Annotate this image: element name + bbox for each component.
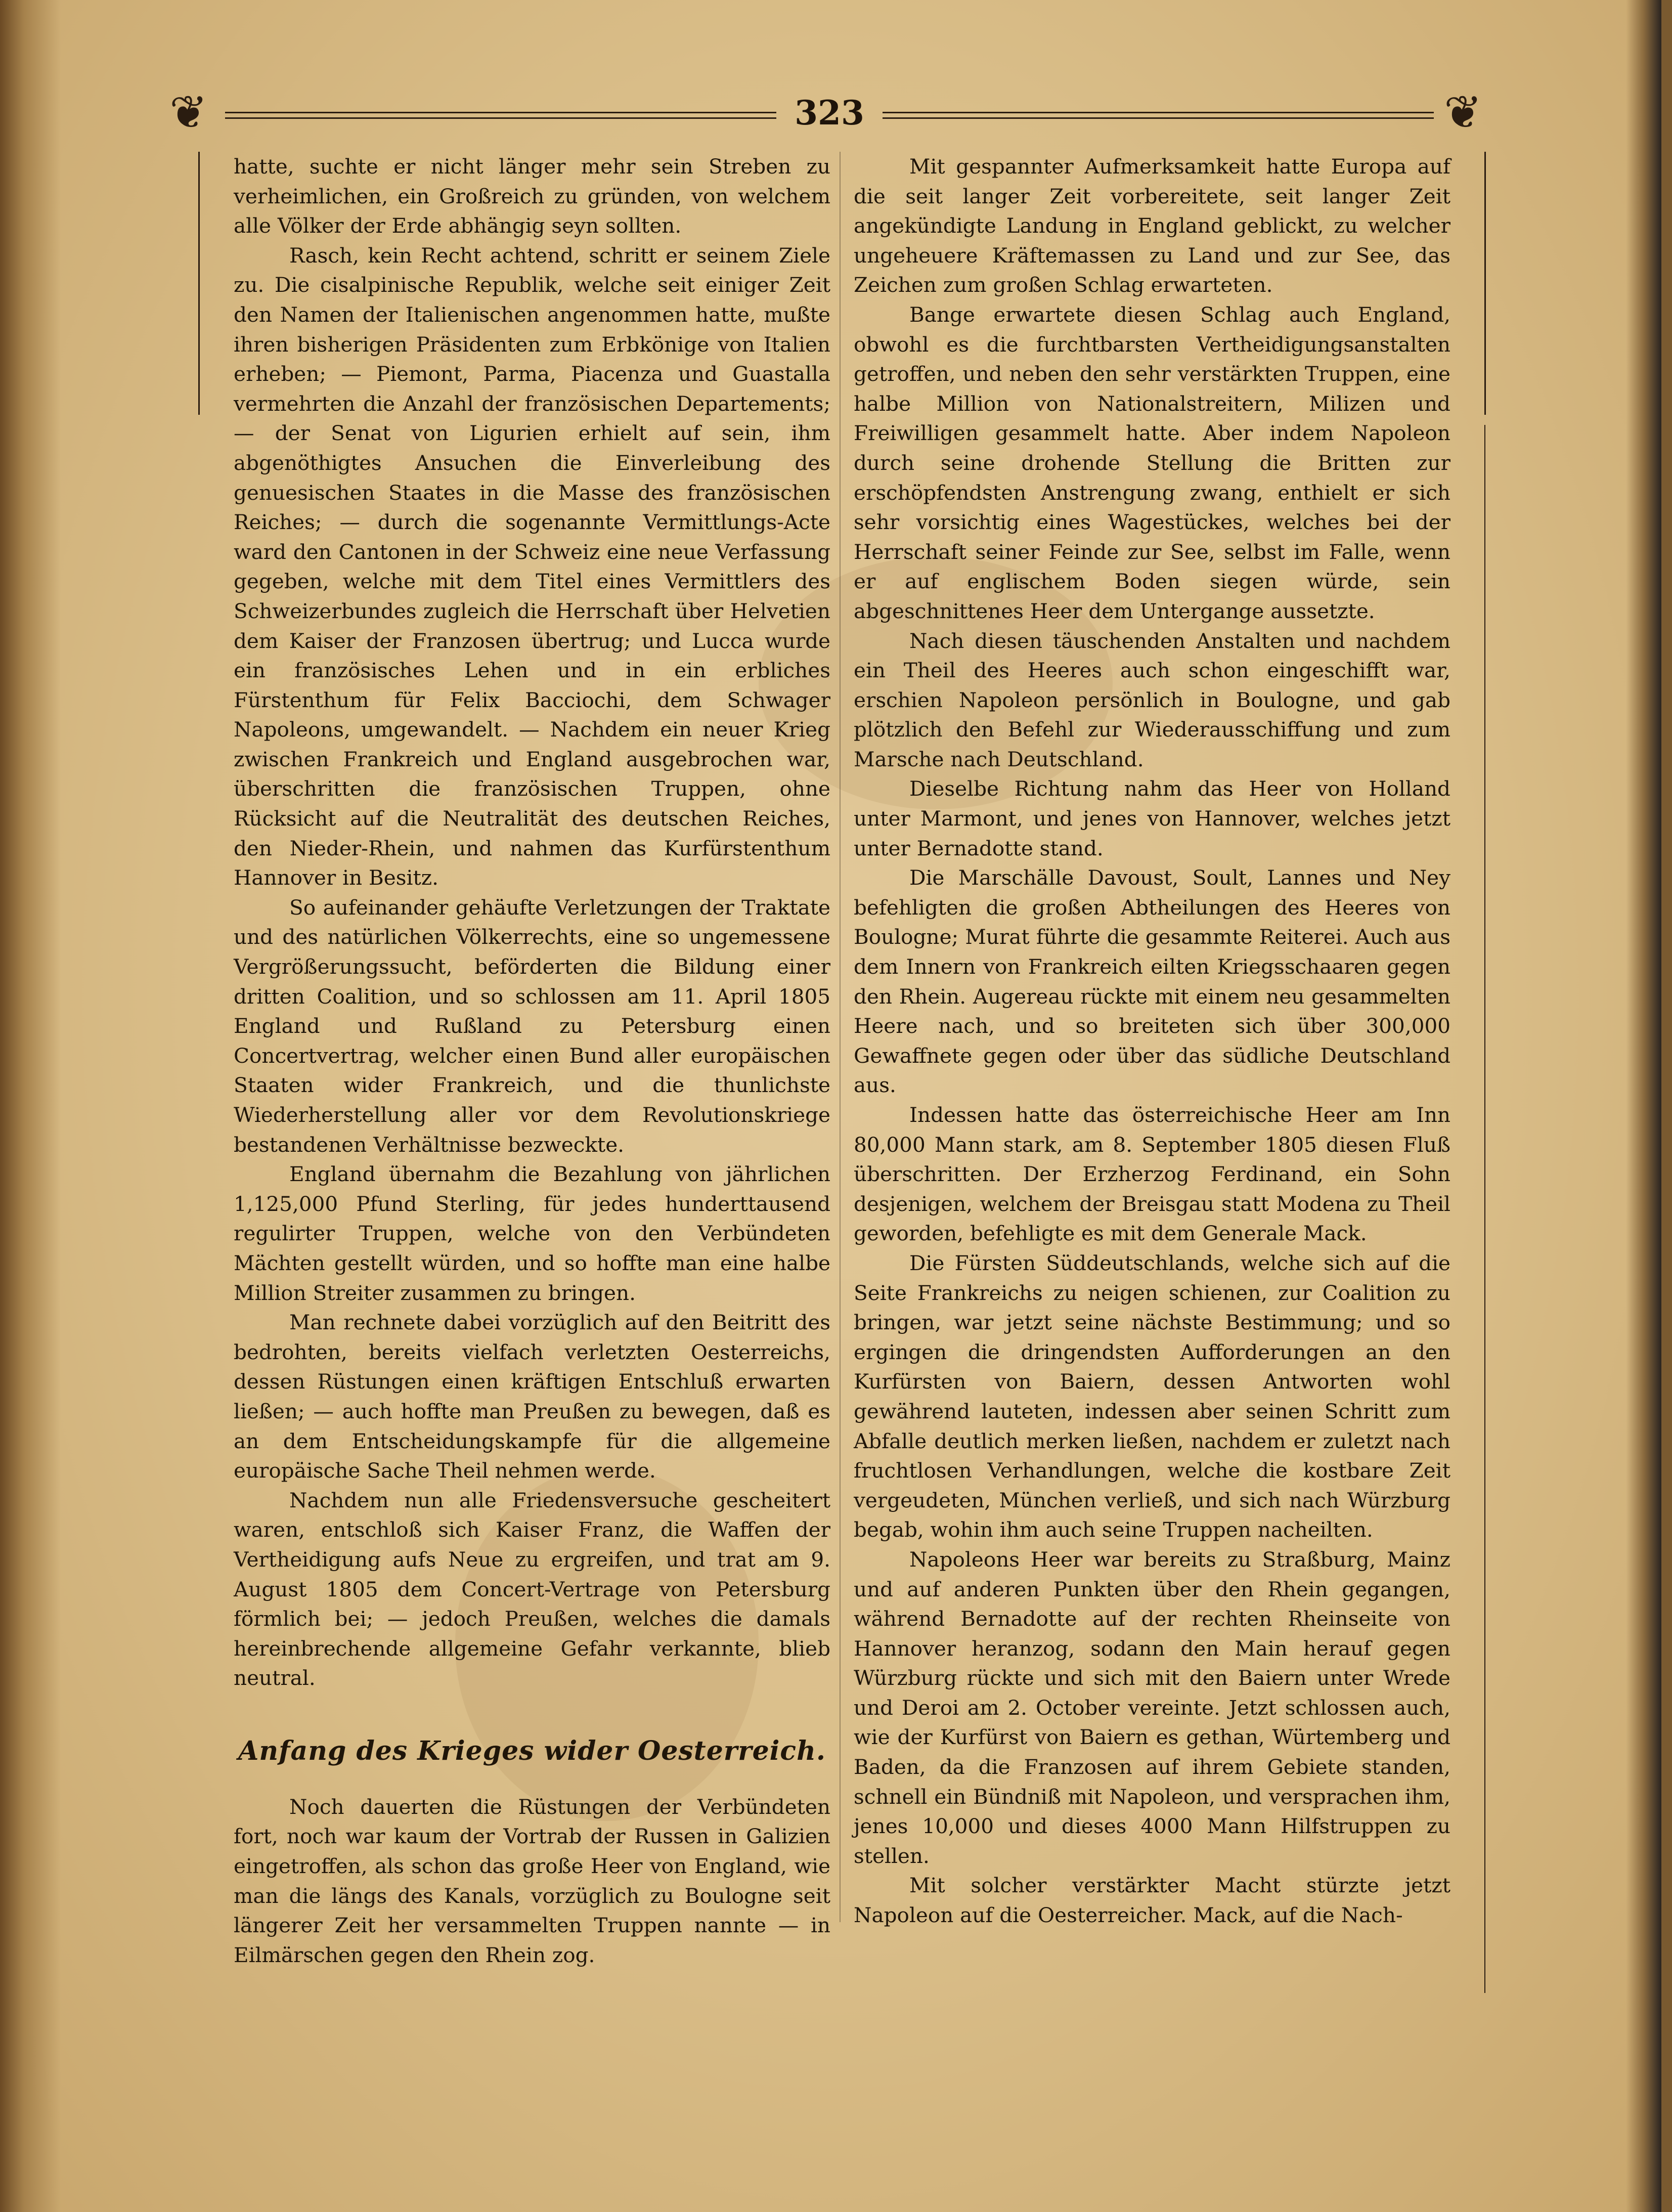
paragraph: Noch dauerten die Rüstungen der Verbündeten fort, noch war kaum der Vortrab der Russen in Galizien eingetroffen, als schon das große Heer von England, wie man die längs des Kanals, vorzüglich zu Boulogne seit längerer Zeit her versammelten Truppen nannte — in Eilmärschen gegen den Rhein zog. [234, 1794, 830, 1967]
paragraph: hatte, suchte er nicht länger mehr sein Streben zu verheimlichen, ein Großreich zu gründen, von welchem alle Völker der Erde abhängig seyn sollten. [234, 154, 830, 238]
paragraph: England übernahm die Bezahlung von jährlichen 1,125,000 Pfund Sterling, für jedes hunderttausend regulirter Truppen, welche von den Verbündeten Mächten gestellt würden, und so hoffte man eine halbe Million Streiter zusammen zu bringen. [234, 1162, 830, 1305]
paragraph: Rasch, kein Recht achtend, schritt er seinem Ziele zu. Die cisalpinische Republik, welche seit einiger Zeit den Namen der Italienischen angenommen hatte, mußte ihren bisherigen Präsidenten zum Erbkönige von Italien erheben; — Piemont, Parma, Piacenza und Guastalla vermehrten die Anzahl der französischen Departements; — der Senat von Ligurien erhielt auf sein, ihm abgenöthigtes Ansuchen die Einverleibung des genuesischen Staates in die Masse des französischen Reiches; — durch die sogenannte Vermittlungs-Acte ward den Cantonen in der Schweiz eine neue Verfassung gegeben, welche mit dem Titel eines Vermittlers des Schweizerbundes zugleich die Herrschaft über Helvetien dem Kaiser der Franzosen übertrug; und Lucca wurde ein französisches Lehen und in ein erbliches Fürstenthum für Felix Bacciochi, dem Schwager Napoleons, umgewandelt. — Nachdem ein neuer Krieg zwischen Frankreich und England ausgebrochen war, überschritten die französischen Truppen, ohne Rücksicht auf die Neutralität des deutschen Reiches, den Nieder-Rhein, und nahmen das Kurfürstenthum Hannover in Besitz. [234, 243, 830, 890]
section-title: Anfang des Krieges wider Oesterreich. [238, 1735, 826, 1766]
paragraph: Nach diesen täuschenden Anstalten und nachdem ein Theil des Heeres auch schon eingeschifft war, erschien Napoleon persönlich in Boulogne, und gab plötzlich den Befehl zur Wiederausschiffung und zum Marsche nach Deutschland. [854, 628, 1450, 771]
corner-flourish-icon: ❦ [169, 86, 208, 139]
paragraph: Mit solcher verstärkter Macht stürzte jetzt Napoleon auf die Oesterreicher. Mack, auf die Nach- [854, 1873, 1450, 1928]
paragraph: Man rechnete dabei vorzüglich auf den Beitritt des bedrohten, bereits vielfach verletzten Oesterreichs, dessen Rüstungen einen kräftigen Entschluß erwarten ließen; — auch hoffte man Preußen zu bewegen, daß es an dem Entscheidungskampfe für die allgemeine europäische Sache Theil nehmen werde. [234, 1310, 830, 1483]
right-column [854, 152, 1450, 1930]
header-rule-right [883, 112, 1434, 119]
paragraph: Nachdem nun alle Friedensversuche gescheitert waren, entschloß sich Kaiser Franz, die Waffen der Vertheidigung aufs Neue zu ergreifen, und trat am 9. August 1805 dem Concert-Vertrage von Petersburg förmlich bei; — jedoch Preußen, welches die damals hereinbrechende allgemeine Gefahr verkannte, blieb neutral. [234, 1488, 830, 1690]
page-edge-shadow [1626, 0, 1661, 2212]
right-border-rule [1484, 425, 1485, 1993]
right-border-ornament [1484, 152, 1486, 415]
left-column [234, 152, 830, 1970]
page-number: 323 [795, 93, 864, 133]
corner-flourish-icon: ❦ [1444, 86, 1482, 139]
paragraph: Die Marschälle Davoust, Soult, Lannes und Ney befehligten die großen Abtheilungen des Heeres von Boulogne; Murat führte die gesammte Reiterei. Auch aus dem Innern von Frankreich eilten Kriegsschaaren gegen den Rhein. Augereau rückte mit einem neu gesammelten Heere nach, und so breiteten sich über 300,000 Gewaffnete gegen oder über das südliche Deutschland aus. [854, 865, 1450, 1098]
paragraph: Dieselbe Richtung nahm das Heer von Holland unter Marmont, und jenes von Hannover, welches jetzt unter Bernadotte stand. [854, 776, 1450, 860]
header-rule-left [225, 112, 776, 119]
paragraph: Bange erwartete diesen Schlag auch England, obwohl es die furchtbarsten Vertheidigungsanstalten getroffen, und neben den sehr verstärkten Truppen, eine halbe Million von Nationalstreitern, Milizen und Freiwilligen gesammelt hatte. Aber indem Napoleon durch seine drohende Stellung die Britten zur erschöpfendsten Anstrengung zwang, enthielt er sich sehr vorsichtig eines Wagestückes, welches bei der Herrschaft seiner Feinde zur See, selbst im Falle, wenn er auf englischem Boden siegen würde, sein abgeschnittenes Heer dem Untergange aussetzte. [854, 302, 1450, 623]
page-header [169, 85, 1489, 141]
paragraph: Die Fürsten Süddeutschlands, welche sich auf die Seite Frankreichs zu neigen schienen, zur Coalition zu bringen, war jetzt seine nächste Bestimmung; und so ergingen die dringendsten Aufforderungen an den Kurfürsten von Baiern, dessen Antworten wohl gewährend lauteten, indessen aber seinen Schritt zum Abfalle deutlich merken ließen, nachdem er zuletzt nach fruchtlosen Verhandlungen, welche die kostbare Zeit vergeudeten, München verließ, und sich nach Würzburg begab, wohin ihm auch seine Truppen nacheilten. [854, 1250, 1450, 1542]
paragraph: Mit gespannter Aufmerksamkeit hatte Europa auf die seit langer Zeit vorbereitete, seit langer Zeit angekündigte Landung in England geblickt, zu welcher ungeheuere Kräftemassen zu Land und zur See, das Zeichen zum großen Schlag erwarteten. [854, 154, 1450, 297]
left-border-ornament [198, 152, 200, 415]
page-gutter-shadow [0, 0, 61, 2212]
paragraph: Napoleons Heer war bereits zu Straßburg, Mainz und auf anderen Punkten über den Rhein gegangen, während Bernadotte auf der rechten Rheinseite von Hannover heranzog, sodann den Main herauf gegen Würzburg rückte und sich mit den Baiern unter Wrede und Deroi am 2. October vereinte. Jetzt schlossen auch, wie der Kurfürst von Baiern es gethan, Würtemberg und Baden, da die Franzosen auf ihrem Gebiete standen, schnell ein Bündniß mit Napoleon, und versprachen ihm, jenes 10,000 und dieses 4000 Mann Hilfstruppen zu stellen. [854, 1547, 1450, 1868]
paragraph: So aufeinander gehäufte Verletzungen der Traktate und des natürlichen Völkerrechts, eine so ungemessene Vergrößerungssucht, beförderten die Bildung einer dritten Coalition, und so schlossen am 11. April 1805 England und Rußland zu Petersburg einen Concertvertrag, welcher einen Bund aller europäischen Staaten wider Frankreich, und die thunlichste Wiederherstellung aller vor dem Revolutionskriege bestandenen Verhältnisse bezweckte. [234, 895, 830, 1157]
column-divider [840, 152, 841, 1922]
paragraph: Indessen hatte das österreichische Heer am Inn 80,000 Mann stark, am 8. September 1805 diesen Fluß überschritten. Der Erzherzog Ferdinand, ein Sohn desjenigen, welchem der Breisgau statt Modena zu Theil geworden, befehligte es mit dem Generale Mack. [854, 1103, 1450, 1246]
